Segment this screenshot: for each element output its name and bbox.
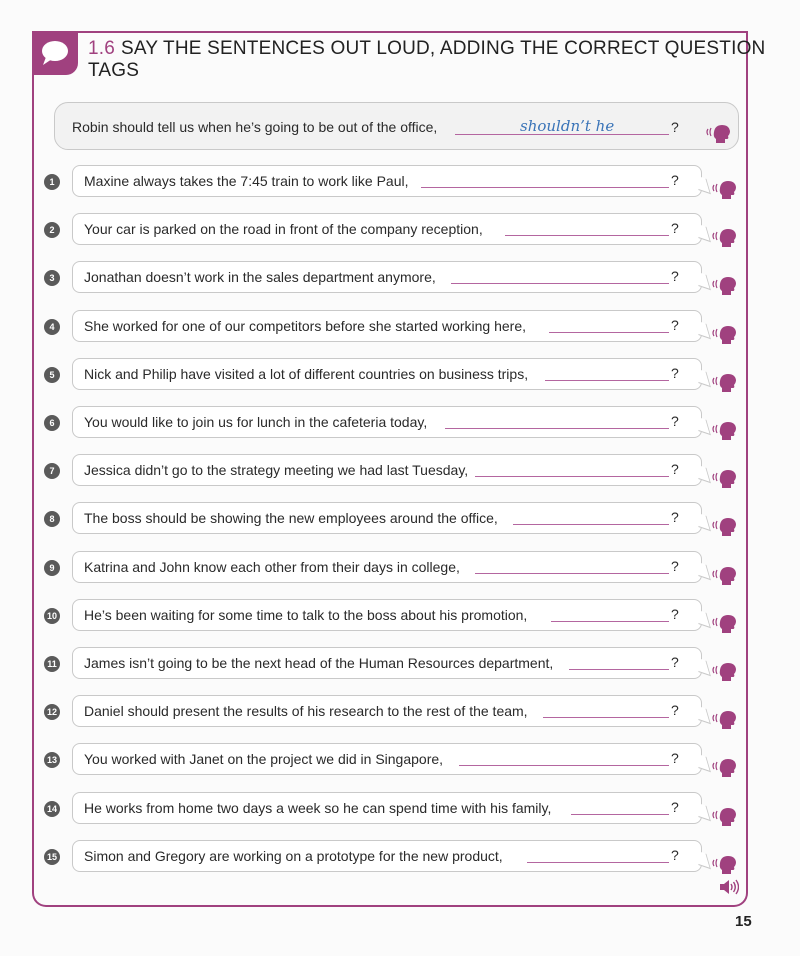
speak-icon: [712, 468, 738, 495]
audio-icon[interactable]: [719, 879, 739, 900]
question-mark: ?: [671, 364, 679, 381]
exercise-item: [0, 792, 800, 826]
item-sentence: Jessica didn’t go to the strategy meeting we had last Tuesday,: [84, 462, 469, 479]
exercise-instruction: SAY THE SENTENCES OUT LOUD, ADDING THE CORRECT QUESTION TAGS: [88, 38, 766, 81]
speak-icon: [712, 806, 738, 833]
exercise-item: [0, 502, 800, 536]
item-number-badge: 2: [44, 222, 60, 238]
item-sentence: The boss should be showing the new employees around the office,: [84, 510, 498, 527]
question-mark: ?: [671, 172, 679, 188]
question-mark: ?: [671, 605, 679, 622]
speak-icon: [712, 420, 738, 447]
item-number-badge: 11: [44, 656, 60, 672]
exercise-title: [88, 38, 800, 82]
answer-blank[interactable]: [571, 814, 669, 815]
item-number-badge: 14: [44, 801, 60, 817]
item-sentence: Jonathan doesn’t work in the sales department anymore,: [84, 269, 436, 286]
question-mark: ?: [671, 654, 679, 670]
page-number: 15: [735, 913, 752, 930]
exercise-item: [0, 165, 800, 199]
exercise-item: [0, 406, 800, 440]
question-mark: ?: [671, 316, 679, 333]
answer-blank[interactable]: [475, 476, 669, 477]
answer-blank[interactable]: [513, 524, 669, 525]
item-number-badge: 5: [44, 367, 60, 383]
item-sentence: You worked with Janet on the project we did in Singapore,: [84, 751, 444, 768]
speak-icon: [712, 757, 738, 784]
answer-blank[interactable]: [543, 717, 669, 718]
answer-blank[interactable]: [475, 573, 669, 574]
answer-blank[interactable]: [569, 669, 669, 670]
item-number-badge: 6: [44, 415, 60, 431]
item-number-badge: 3: [44, 270, 60, 286]
question-mark: ?: [671, 557, 679, 574]
item-number-badge: 4: [44, 319, 60, 335]
speak-icon: [712, 324, 738, 351]
exercise-item: [0, 310, 800, 344]
item-number-badge: 7: [44, 463, 60, 479]
example-sentence: Robin should tell us when he’s going to be out of the office,: [72, 119, 438, 135]
exercise-number: 1.6: [88, 38, 116, 59]
example-speak-icon: [706, 123, 732, 150]
item-sentence: He works from home two days a week so he can spend time with his family,: [84, 799, 552, 816]
speak-icon: [712, 227, 738, 254]
answer-blank[interactable]: [545, 380, 669, 381]
item-sentence: He’s been waiting for some time to talk to the boss about his promotion,: [84, 606, 528, 623]
item-sentence: She worked for one of our competitors before she started working here,: [84, 317, 527, 334]
item-sentence: Daniel should present the results of his research to the rest of the team,: [84, 703, 528, 720]
question-mark: ?: [671, 461, 679, 478]
exercise-item: [0, 358, 800, 392]
speech-bubble-badge: [32, 31, 78, 75]
answer-blank[interactable]: [459, 765, 669, 766]
example-question-mark: ?: [671, 119, 679, 135]
question-mark: ?: [671, 220, 679, 237]
exercise-item: [0, 261, 800, 295]
item-number-badge: 1: [44, 174, 60, 190]
item-number-badge: 12: [44, 704, 60, 720]
answer-blank[interactable]: [551, 621, 669, 622]
answer-blank[interactable]: [505, 235, 669, 236]
item-sentence: James isn’t going to be the next head of the Human Resources department,: [84, 655, 554, 671]
question-mark: ?: [671, 846, 679, 863]
speak-icon: [712, 275, 738, 302]
speak-icon: [712, 565, 738, 592]
exercise-item: [0, 454, 800, 488]
speech-bubble-icon: [40, 39, 70, 67]
answer-blank[interactable]: [451, 283, 669, 284]
answer-blank[interactable]: [421, 187, 669, 188]
speak-icon: [712, 179, 738, 206]
exercise-item: [0, 551, 800, 585]
item-number-badge: 9: [44, 560, 60, 576]
question-mark: ?: [671, 750, 679, 767]
question-mark: ?: [671, 413, 679, 429]
item-number-badge: 13: [44, 752, 60, 768]
question-mark: ?: [671, 702, 679, 719]
exercise-item: [0, 213, 800, 247]
answer-blank[interactable]: [549, 332, 669, 333]
answer-blank[interactable]: [527, 862, 669, 863]
item-number-badge: 15: [44, 849, 60, 865]
exercise-item: [0, 743, 800, 777]
speak-icon: [712, 372, 738, 399]
item-sentence: You would like to join us for lunch in the cafeteria today,: [84, 414, 428, 430]
exercise-item: [0, 840, 800, 874]
example-answer: shouldn’t he: [520, 117, 615, 135]
speak-icon: [712, 854, 738, 881]
exercise-item: [0, 695, 800, 729]
speak-icon: [712, 613, 738, 640]
question-mark: ?: [671, 798, 679, 815]
speak-icon: [712, 661, 738, 688]
item-number-badge: 8: [44, 511, 60, 527]
question-mark: ?: [671, 509, 679, 526]
item-sentence: Simon and Gregory are working on a prototype for the new product,: [84, 847, 503, 864]
item-number-badge: 10: [44, 608, 60, 624]
exercise-item: [0, 647, 800, 681]
question-mark: ?: [671, 268, 679, 285]
exercise-item: [0, 599, 800, 633]
speak-icon: [712, 709, 738, 736]
item-sentence: Maxine always takes the 7:45 train to work like Paul,: [84, 173, 409, 189]
answer-blank[interactable]: [445, 428, 669, 429]
item-sentence: Nick and Philip have visited a lot of different countries on business trips,: [84, 365, 529, 382]
item-sentence: Your car is parked on the road in front of the company reception,: [84, 221, 483, 238]
item-sentence: Katrina and John know each other from their days in college,: [84, 558, 460, 575]
speak-icon: [712, 516, 738, 543]
